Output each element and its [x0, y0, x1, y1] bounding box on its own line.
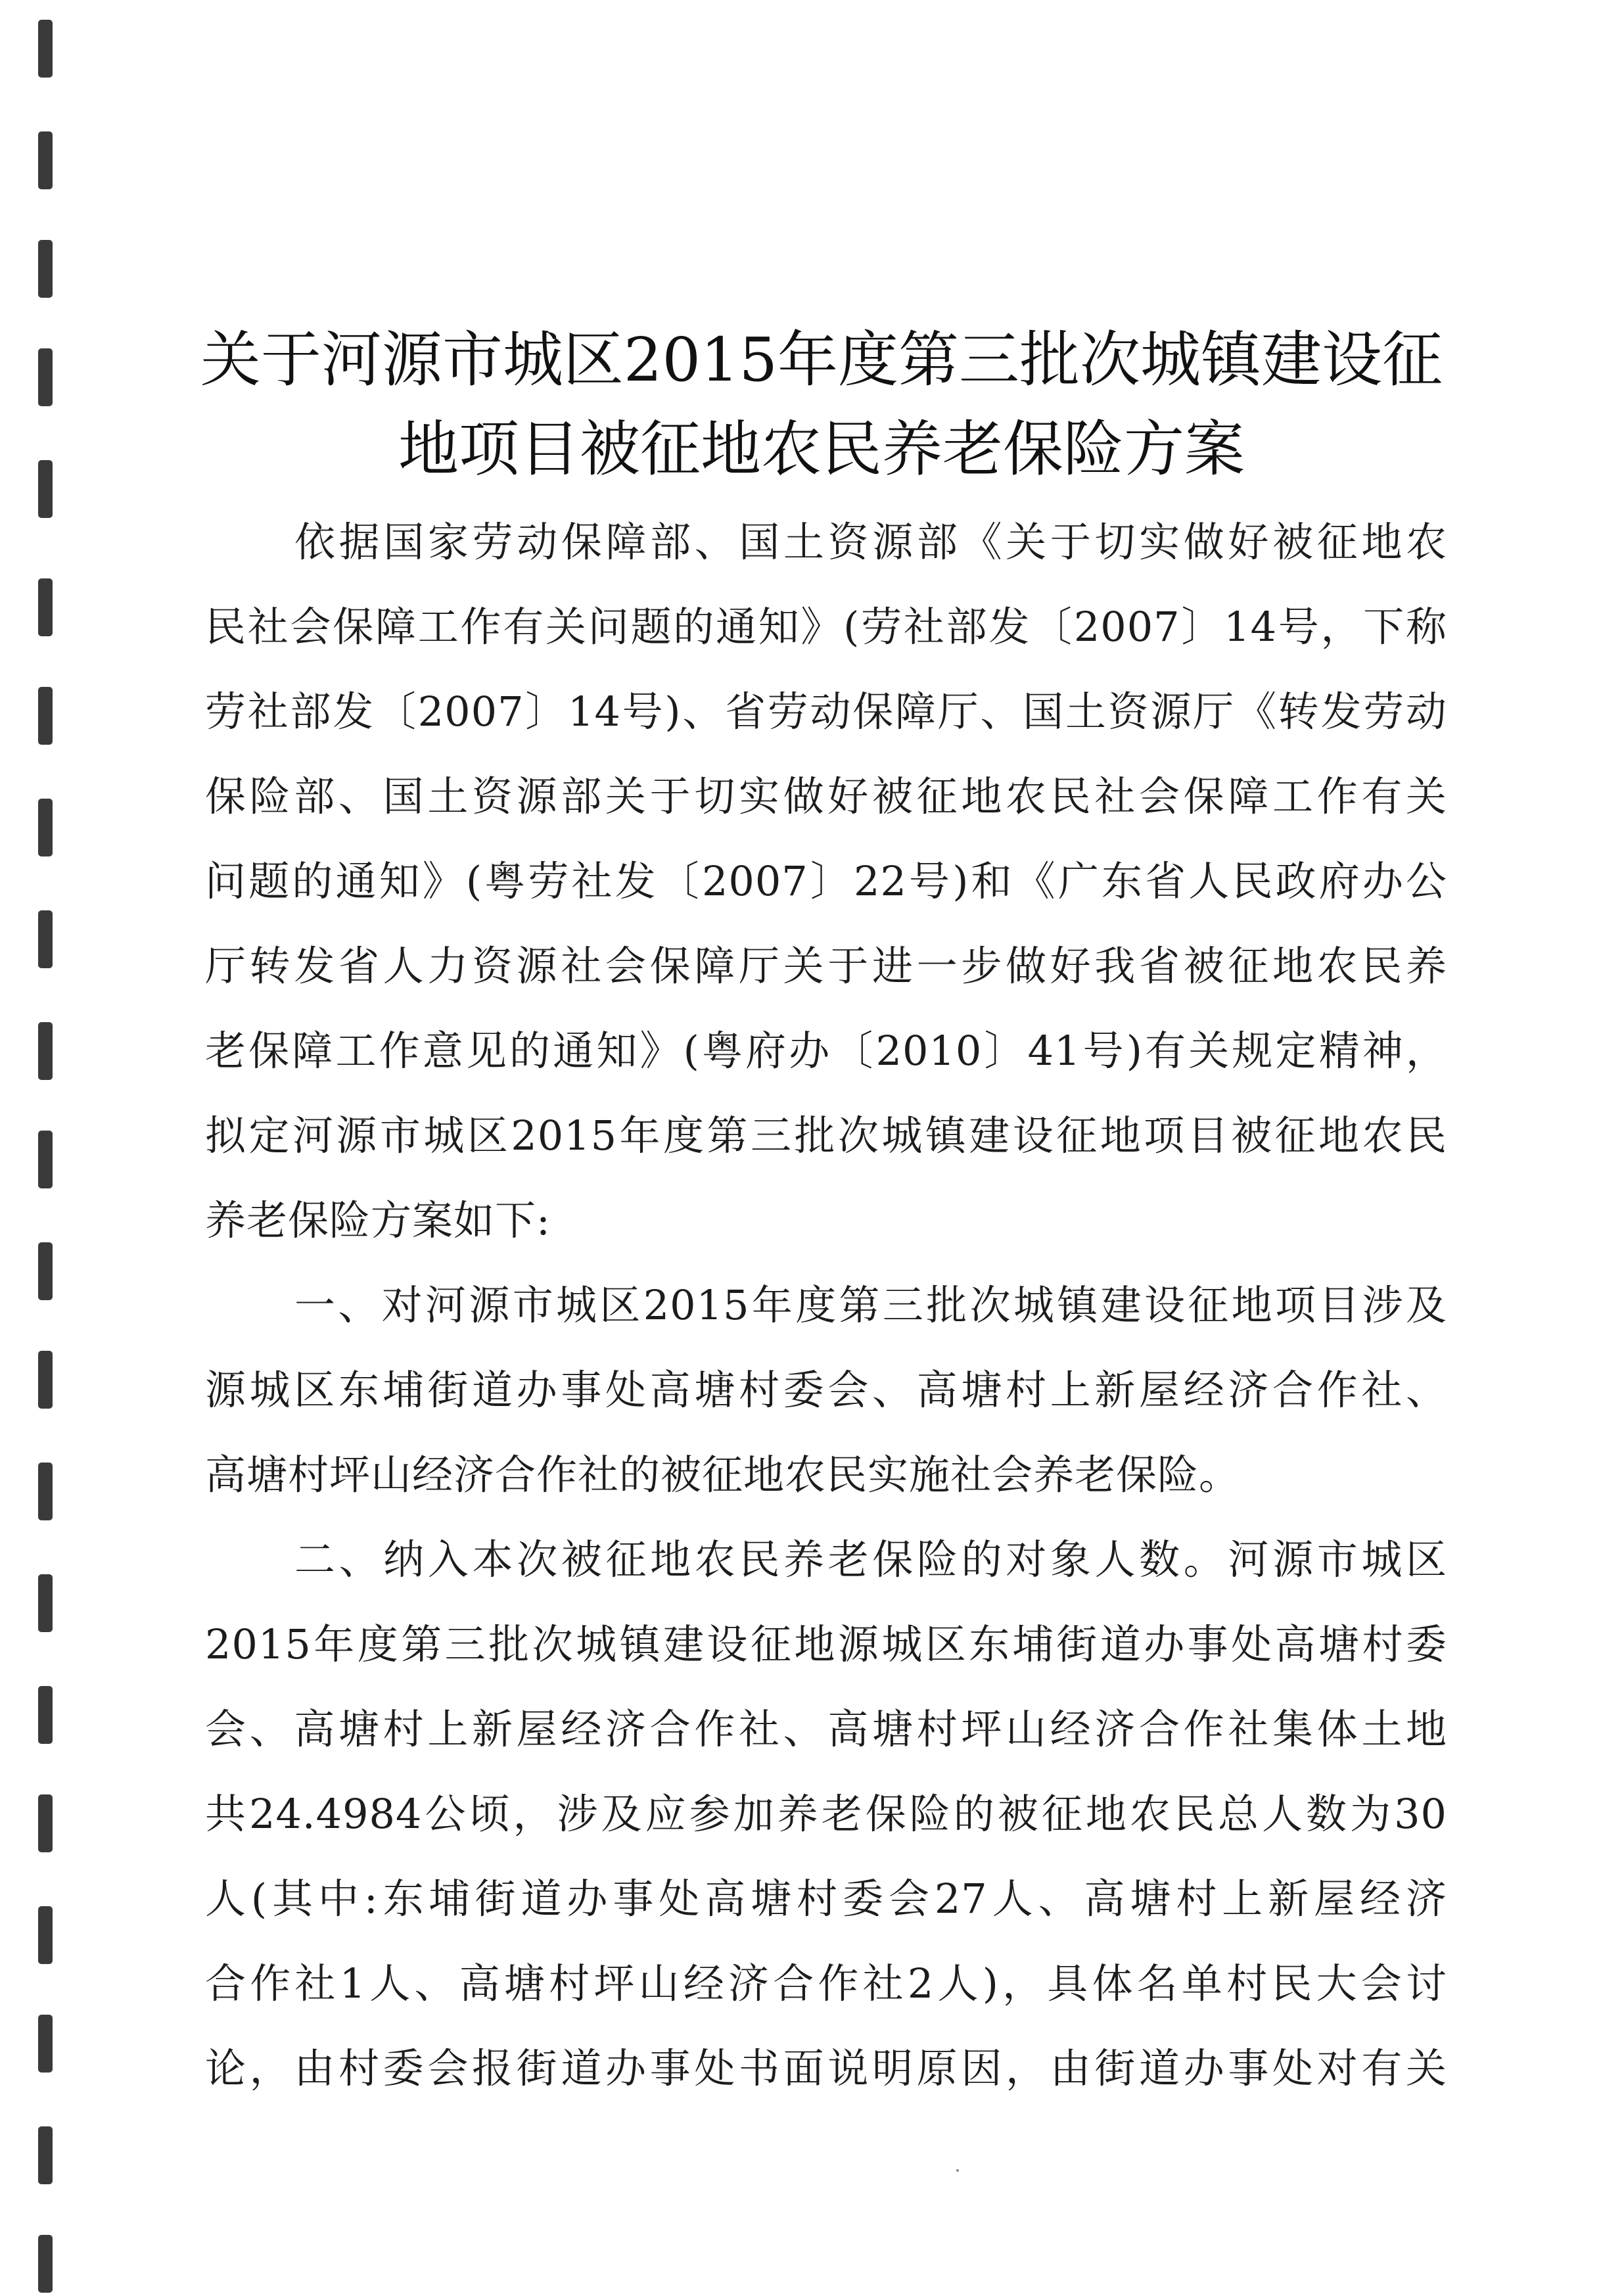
binding-hole-mark: [38, 1574, 53, 1632]
body-line: 老保障工作意见的通知》(粤府办〔2010〕41号)有关规定精神，: [205, 1027, 1447, 1075]
title-line-1: 关于河源市城区2015年度第三批次城镇建设征: [200, 324, 1443, 395]
body-line: 2015年度第三批次城镇建设征地源城区东埔街道办事处高塘村委: [205, 1620, 1447, 1668]
binding-hole-mark: [38, 2015, 53, 2073]
binding-hole-mark: [38, 240, 53, 298]
body-line: 会、高塘村上新屋经济合作社、高塘村坪山经济合作社集体土地: [205, 1705, 1447, 1753]
binding-hole-mark: [38, 460, 53, 518]
binding-hole-mark: [38, 1794, 53, 1852]
binding-hole-mark: [38, 1022, 53, 1080]
body-line: 一、对河源市城区2015年度第三批次城镇建设征地项目涉及: [294, 1281, 1447, 1329]
document-title: [197, 316, 1446, 494]
body-line: 拟定河源市城区2015年度第三批次城镇建设征地项目被征地农民: [205, 1112, 1447, 1160]
binding-hole-mark: [38, 1351, 53, 1409]
body-line: 依据国家劳动保障部、国土资源部《关于切实做好被征地农: [294, 518, 1447, 566]
document-body: [205, 500, 1447, 2111]
title-line-2: 地项目被征地农民养老保险方案: [398, 413, 1245, 484]
body-line: 人(其中:东埔街道办事处高塘村委会27人、高塘村上新屋经济: [205, 1875, 1447, 1923]
binding-hole-mark: [38, 1131, 53, 1188]
binding-hole-mark: [38, 131, 53, 189]
binding-hole-mark: [38, 578, 53, 636]
binding-hole-mark: [38, 1906, 53, 1964]
scan-speck: [956, 2169, 959, 2172]
body-line: 高塘村坪山经济合作社的被征地农民实施社会养老保险。: [205, 1451, 1241, 1499]
binding-hole-mark: [38, 2235, 53, 2293]
body-line: 养老保险方案如下:: [205, 1196, 551, 1244]
body-line: 共24.4984公顷，涉及应参加养老保险的被征地农民总人数为30: [205, 1790, 1447, 1838]
binding-hole-mark: [38, 687, 53, 745]
body-line: 论，由村委会报街道办事处书面说明原因，由街道办事处对有关: [205, 2044, 1447, 2092]
body-line: 厅转发省人力资源社会保障厅关于进一步做好我省被征地农民养: [205, 942, 1447, 990]
binding-holes: [38, 0, 64, 2296]
binding-hole-mark: [38, 1242, 53, 1300]
body-line: 民社会保障工作有关问题的通知》(劳社部发〔2007〕14号，下称: [205, 603, 1447, 651]
body-line: 劳社部发〔2007〕14号)、省劳动保障厅、国土资源厅《转发劳动: [205, 688, 1447, 736]
body-line: 保险部、国土资源部关于切实做好被征地农民社会保障工作有关: [205, 772, 1447, 820]
binding-hole-mark: [38, 799, 53, 856]
body-line: 二、纳入本次被征地农民养老保险的对象人数。河源市城区: [294, 1535, 1447, 1583]
binding-hole-mark: [38, 348, 53, 406]
binding-hole-mark: [38, 1463, 53, 1520]
body-line: 合作社1人、高塘村坪山经济合作社2人)，具体名单村民大会讨: [205, 1959, 1447, 2007]
binding-hole-mark: [38, 2126, 53, 2184]
binding-hole-mark: [38, 20, 53, 78]
binding-hole-mark: [38, 1686, 53, 1744]
body-line: 源城区东埔街道办事处高塘村委会、高塘村上新屋经济合作社、: [205, 1366, 1447, 1414]
body-line: 问题的通知》(粤劳社发〔2007〕22号)和《广东省人民政府办公: [205, 857, 1447, 905]
binding-hole-mark: [38, 910, 53, 968]
